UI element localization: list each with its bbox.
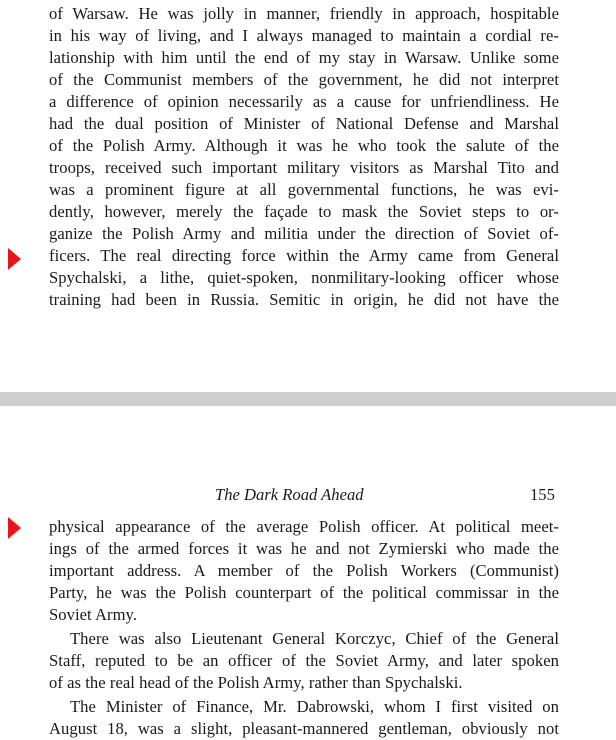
top-text-line: in his way of living, and I always managed to maintain a cordial re- bbox=[49, 26, 559, 45]
running-header: The Dark Road Ahead bbox=[215, 485, 364, 504]
bottom-text-line: There was also Lieutenant General Korczyc, Chief of the General bbox=[70, 629, 559, 648]
top-text-line: of Warsaw. He was jolly in manner, friendly in approach, hospitable bbox=[49, 4, 559, 23]
bottom-text-line: of as the real head of the Polish Army, rather than Spychalski. bbox=[49, 673, 463, 692]
top-text-line: of the Polish Army. Although it was he who took the salute of the bbox=[49, 136, 559, 155]
bottom-text-line: Staff, reputed to be an officer of the Soviet Army, and later spoken bbox=[49, 651, 559, 670]
top-text-line: training had been in Russia. Semitic in origin, he did not have the bbox=[49, 290, 559, 309]
top-text-line: dently, however, merely the façade to mask the Soviet steps to or- bbox=[49, 202, 559, 221]
top-text-line: Spychalski, a lithe, quiet-spoken, nonmilitary-looking officer whose bbox=[49, 268, 559, 287]
page-divider bbox=[0, 392, 616, 406]
top-text-line: troops, received such important military visitors as Marshal Tito and bbox=[49, 158, 559, 177]
top-text-line: of the Communist members of the government, he did not interpret bbox=[49, 70, 559, 89]
top-text-line: was a prominent figure at all governmental functions, he was evi- bbox=[49, 180, 559, 199]
page-number: 155 bbox=[530, 485, 555, 504]
bottom-text-line: Soviet Army. bbox=[49, 605, 138, 624]
bookmark-arrow-icon bbox=[8, 517, 21, 539]
top-text-line: a difference of opinion necessarily as a cause for unfriendliness. He bbox=[49, 92, 559, 111]
bottom-text-line: Party, he was the Polish counterpart of the political commissar in the bbox=[49, 583, 559, 602]
top-text-line: ganize the Polish Army and militia under the direction of Soviet of- bbox=[49, 224, 559, 243]
bottom-text-line: The Minister of Finance, Mr. Dabrowski, whom I first visited on bbox=[70, 697, 559, 716]
bottom-text-line: August 18, was a slight, pleasant-mannered gentleman, obviously not bbox=[49, 719, 559, 738]
bookmark-arrow-icon bbox=[8, 248, 21, 270]
top-text-line: ficers. The real directing force within the Army came from General bbox=[49, 246, 559, 265]
top-text-line: had the dual position of Minister of National Defense and Marshal bbox=[49, 114, 559, 133]
bottom-text-line: physical appearance of the average Polish officer. At political meet- bbox=[49, 517, 559, 536]
bottom-text-line: ings of the armed forces it was he and not Zymierski who made the bbox=[49, 539, 559, 558]
bottom-text-line: important address. A member of the Polish Workers (Communist) bbox=[49, 561, 559, 580]
top-text-line: lationship with him until the end of my stay in Warsaw. Unlike some bbox=[49, 48, 559, 67]
